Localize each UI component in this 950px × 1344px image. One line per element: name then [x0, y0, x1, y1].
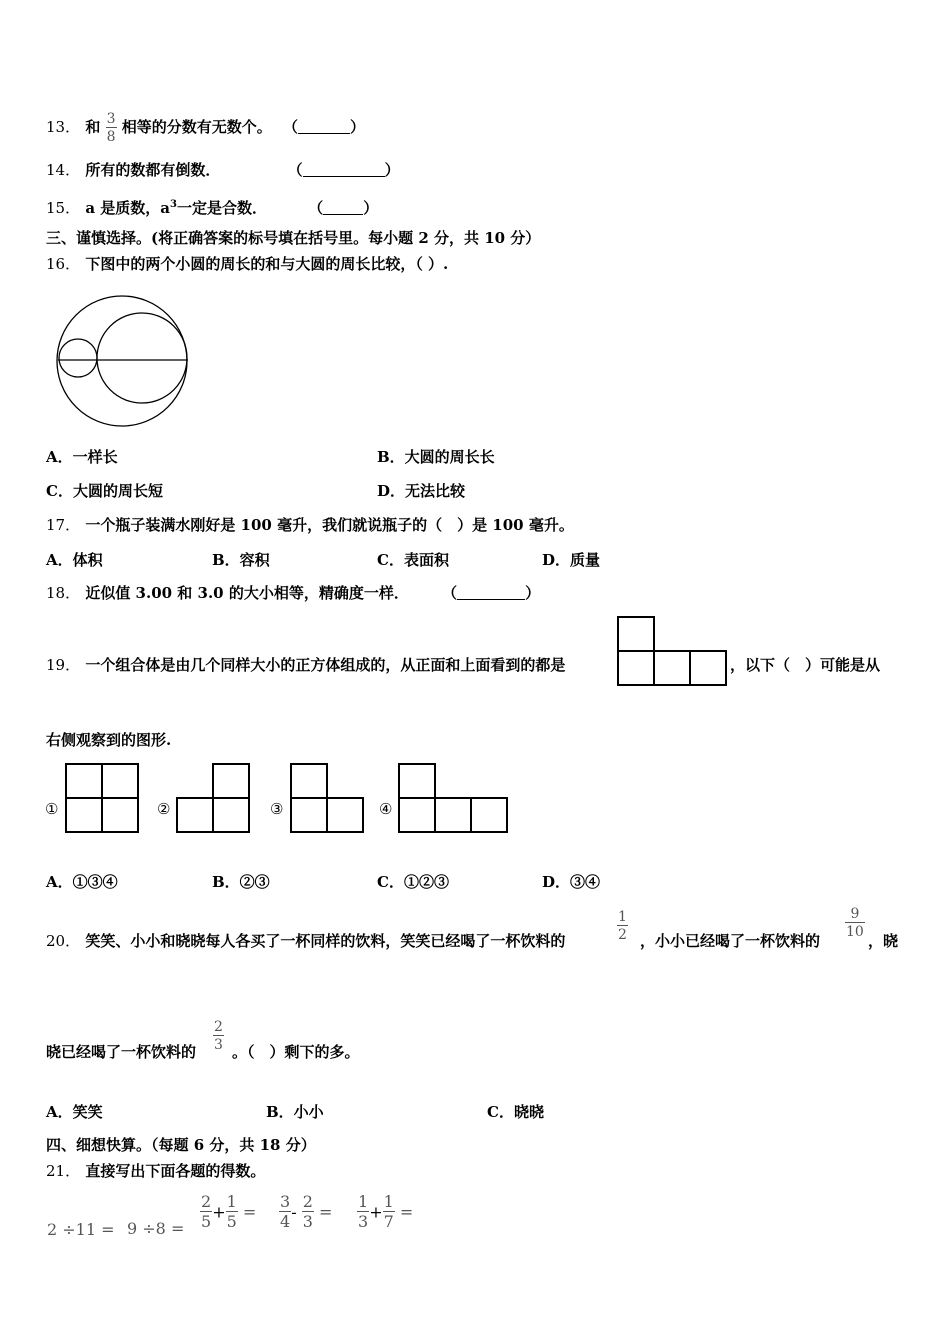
grid-cell [176, 797, 214, 833]
question-14 [46, 158, 400, 182]
q19-option-b[interactable]: B．②③ [212, 873, 270, 891]
paren-close: ） [350, 118, 366, 136]
fraction-3-8 [106, 112, 117, 144]
question-text-a: 一个组合体是由几个同样大小的正方体组成的，从正面和上面看到的都是 [85, 656, 566, 674]
section-3-title: 三、谨慎选择。(将正确答案的标号填在括号里。每小题 2 分，共 10 分） [46, 229, 541, 247]
q20-option-c[interactable]: C．晓晓 [487, 1103, 544, 1121]
fraction-9-10 [845, 907, 865, 939]
question-number: 18． [46, 584, 81, 602]
fraction-denominator: 8 [106, 129, 116, 145]
small-circle-left [59, 339, 97, 377]
fraction-denominator: 3 [214, 1037, 223, 1053]
calc-4: $\frac{3}{4}$ - $\frac{2}{3}$ = [280, 1192, 333, 1231]
question-text: 直接写出下面各题的得数。 [85, 1162, 266, 1180]
q16-option-b[interactable]: B．大圆的周长长 [377, 448, 495, 466]
q19-option-a[interactable]: A．①③④ [46, 873, 118, 891]
question-19-line-1 [46, 653, 565, 677]
fraction-numerator: 2 [214, 1019, 223, 1035]
grid-cell [689, 650, 727, 686]
question-17 [46, 513, 574, 537]
grid-cell [398, 797, 436, 833]
figure-label-4: ④ [379, 800, 393, 818]
grid-cell [617, 616, 655, 652]
question-18 [46, 581, 540, 605]
q16-option-d[interactable]: D．无法比较 [377, 482, 466, 500]
q19-option-d[interactable]: D．③④ [542, 873, 601, 891]
grid-cell [101, 797, 139, 833]
calc-3: $\frac{2}{5}$ + $\frac{1}{5}$ = [201, 1192, 257, 1231]
exponent: 3 [170, 199, 177, 210]
q19-option-c[interactable]: C．①②③ [377, 873, 449, 891]
fraction-1-2 [617, 910, 628, 942]
grid-cell [326, 797, 364, 833]
question-20-text-e: 。（ ）剩下的多。 [232, 1043, 360, 1061]
question-number: 21． [46, 1162, 81, 1180]
paren-open: （ [442, 584, 458, 602]
grid-cell [65, 797, 103, 833]
question-20-line-1 [46, 929, 565, 953]
figure-label-1: ① [45, 800, 59, 818]
circles-figure [54, 293, 194, 429]
grid-cell [290, 763, 328, 799]
question-15 [46, 193, 378, 217]
question-19-text-b: ，以下（ ）可能是从 [730, 656, 881, 674]
answer-blank[interactable] [323, 200, 363, 215]
calc-2: 9 ÷8 = [127, 1219, 185, 1238]
paren-open: （ [308, 199, 324, 217]
fraction-numerator: 3 [106, 111, 116, 127]
answer-blank[interactable] [303, 162, 385, 177]
figure-label-3: ③ [270, 800, 284, 818]
question-text-d: 晓已经喝了一杯饮料的 [46, 1043, 197, 1061]
question-number: 17． [46, 516, 81, 534]
grid-cell [653, 650, 691, 686]
q16-option-a[interactable]: A．一样长 [46, 448, 118, 466]
question-text-a: a 是质数，a [85, 199, 170, 217]
q16-option-c[interactable]: C．大圆的周长短 [46, 482, 163, 500]
figure-label-2: ② [157, 800, 171, 818]
grid-cell [434, 797, 472, 833]
question-text-pre: 和 [85, 118, 101, 136]
fraction-2-3 [213, 1020, 224, 1052]
fraction-denominator: 10 [846, 924, 864, 940]
question-text: 所有的数都有倒数． [85, 161, 221, 179]
grid-cell [212, 797, 250, 833]
question-text-b: 一定是合数． [176, 199, 267, 217]
fraction-denominator: 2 [618, 927, 627, 943]
answer-blank[interactable] [298, 119, 350, 134]
paren-close: ） [525, 584, 541, 602]
question-text: 近似值 3.00 和 3.0 的大小相等，精确度一样． [85, 584, 409, 602]
grid-cell [398, 763, 436, 799]
grid-cell [470, 797, 508, 833]
paren-open: （ [282, 118, 298, 136]
question-16 [46, 252, 448, 276]
question-number: 19． [46, 656, 81, 674]
fraction-numerator: 1 [618, 909, 627, 925]
grid-cell [212, 763, 250, 799]
question-text: 下图中的两个小圆的周长的和与大圆的周长比较，（ ）. [85, 255, 449, 273]
q20-option-a[interactable]: A．笑笑 [46, 1103, 103, 1121]
question-20-text-b: ，小小已经喝了一杯饮料的 [640, 932, 821, 950]
question-21 [46, 1159, 265, 1183]
q17-option-a[interactable]: A．体积 [46, 551, 103, 569]
grid-cell [617, 650, 655, 686]
question-20-text-c: ，晓 [868, 932, 899, 950]
answer-blank[interactable] [457, 585, 525, 600]
grid-cell [65, 763, 103, 799]
paren-close: ） [363, 199, 379, 217]
paren-close: ） [384, 161, 400, 179]
section-4-title: 四、细想快算。（每题 6 分，共 18 分） [46, 1136, 316, 1154]
question-text-post: 相等的分数有无数个。 [121, 118, 272, 136]
question-number: 13． [46, 118, 81, 136]
question-19-line-2: 右侧观察到的图形. [46, 731, 172, 749]
grid-cell [290, 797, 328, 833]
calc-1: 2 ÷11 = [47, 1220, 115, 1239]
large-circle [57, 296, 187, 426]
small-circle-right [97, 313, 187, 403]
question-20-line-2 [46, 1040, 196, 1064]
q17-option-b[interactable]: B．容积 [212, 551, 270, 569]
grid-cell [101, 763, 139, 799]
question-number: 20． [46, 932, 81, 950]
question-text-a: 笑笑、小小和晓晓每人各买了一杯同样的饮料，笑笑已经喝了一杯饮料的 [85, 932, 566, 950]
q17-option-d[interactable]: D．质量 [542, 551, 601, 569]
paren-open: （ [287, 161, 303, 179]
fraction-numerator: 9 [850, 906, 860, 922]
question-number: 14． [46, 161, 81, 179]
q20-option-b[interactable]: B．小小 [266, 1103, 324, 1121]
question-number: 15． [46, 199, 81, 217]
question-13 [46, 111, 366, 145]
question-text: 一个瓶子装满水刚好是 100 毫升，我们就说瓶子的（ ）是 100 毫升。 [85, 516, 574, 534]
question-number: 16． [46, 255, 81, 273]
calc-5: $\frac{1}{3}$ + $\frac{1}{7}$ = [358, 1192, 414, 1231]
q17-option-c[interactable]: C．表面积 [377, 551, 449, 569]
